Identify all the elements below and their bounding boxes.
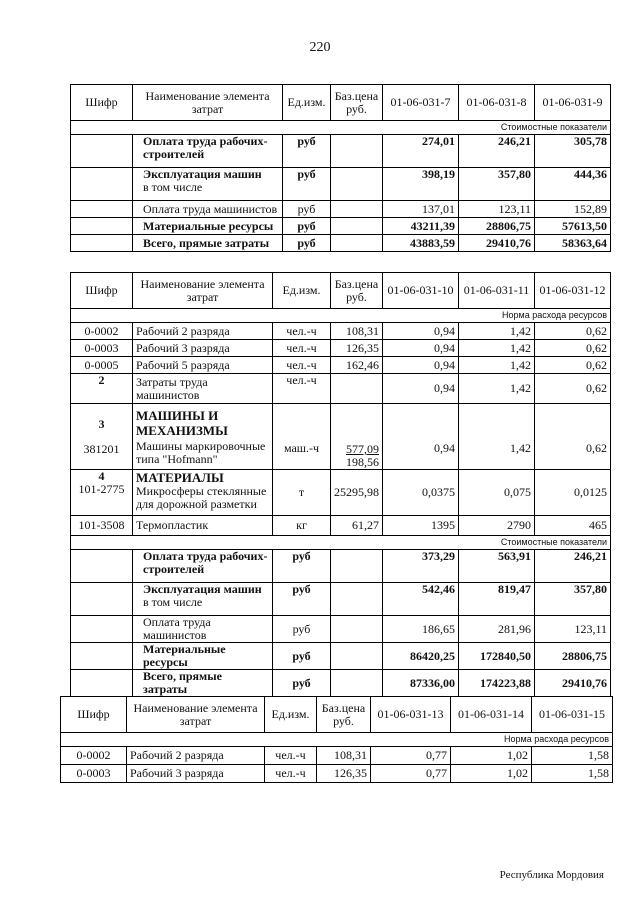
cell-value: 58363,64 [535, 235, 611, 252]
cell-value: 0,94 [383, 323, 459, 340]
footer-region: Республика Мордовия [499, 869, 604, 881]
section-label: Стоимостные показатели [383, 121, 611, 135]
header-unit: Ед.изм. [265, 697, 317, 733]
section-label: Норма расхода ресурсов [383, 309, 611, 323]
row-name: Рабочий 2 разряда [127, 747, 265, 765]
header-col-2: 01-06-031-11 [459, 273, 535, 309]
page-number: 220 [309, 40, 331, 55]
cell-value: 0,62 [535, 374, 611, 404]
cell-value: 43883,59 [383, 235, 459, 252]
cell-value: 1,42 [459, 323, 535, 340]
table-row [71, 616, 611, 643]
row-code: 0-0002 [71, 323, 133, 340]
row-subtext: в том числе [143, 595, 203, 609]
section-row [71, 536, 611, 550]
table-row [61, 765, 613, 783]
row-unit: т [273, 470, 331, 516]
row-unit: руб [273, 550, 331, 583]
cell-value: 57613,50 [535, 218, 611, 235]
row-name: Рабочий 3 разряда [127, 765, 265, 783]
row-unit: руб [273, 670, 331, 697]
header-col-1: 01-06-031-7 [383, 85, 459, 121]
table-row [71, 643, 611, 670]
row-code [71, 470, 133, 516]
row-unit: чел.-ч [273, 340, 331, 357]
row-unit: руб [283, 201, 331, 218]
item-code: 381201 [83, 441, 120, 456]
cell-value: 1,58 [532, 765, 613, 783]
header-col-2: 01-06-031-8 [459, 85, 535, 121]
table-row [61, 747, 613, 765]
header-col-3: 01-06-031-15 [532, 697, 613, 733]
cell-value: 0,0375 [383, 470, 459, 516]
cell-value: 137,01 [383, 201, 459, 218]
cost-table-3 [60, 696, 613, 783]
row-unit: чел.-ч [273, 357, 331, 374]
section-label: Норма расхода ресурсов [371, 733, 613, 747]
cell-value: 373,29 [383, 550, 459, 583]
cell-value: 357,80 [459, 168, 535, 201]
row-name [133, 470, 273, 516]
table-row [71, 323, 611, 340]
header-unit: Ед.изм. [273, 273, 331, 309]
row-name: Материальные ресурсы [133, 643, 273, 670]
row-name: Затраты труда машинистов [133, 374, 273, 404]
table-row [71, 135, 611, 168]
table-header [71, 85, 611, 121]
table-header [61, 697, 613, 733]
header-code: Шифр [71, 85, 133, 121]
row-code: 0-0003 [61, 765, 127, 783]
cell-value: 2790 [459, 516, 535, 536]
row-price: 162,46 [331, 357, 383, 374]
cell-value: 87336,00 [383, 670, 459, 697]
section-row [61, 733, 613, 747]
group-code: 3 [98, 416, 105, 431]
header-price: Баз.цена руб. [317, 697, 371, 733]
table-row [71, 374, 611, 404]
header-col-1: 01-06-031-13 [371, 697, 451, 733]
row-unit: маш.-ч [273, 404, 331, 470]
row-price: 61,27 [331, 516, 383, 536]
header-code: Шифр [61, 697, 127, 733]
cell-value: 0,77 [371, 747, 451, 765]
table-row [71, 516, 611, 536]
row-name [133, 404, 273, 470]
row-unit: чел.-ч [265, 747, 317, 765]
cell-value: 1,58 [532, 747, 613, 765]
row-code: 0-0005 [71, 357, 133, 374]
table-row [71, 340, 611, 357]
cell-value: 1,42 [459, 357, 535, 374]
row-name: Оплата труда рабочих-строителей [133, 550, 273, 583]
header-name: Наименование элемента затрат [133, 273, 273, 309]
cell-value: 174223,88 [459, 670, 535, 697]
cell-value: 246,21 [459, 135, 535, 168]
header-col-1: 01-06-031-10 [383, 273, 459, 309]
cell-value: 281,96 [459, 616, 535, 643]
header-name: Наименование элемента затрат [127, 697, 265, 733]
row-name: Рабочий 3 разряда [133, 340, 273, 357]
row-price: 108,31 [317, 747, 371, 765]
price-main: 577,09 [346, 442, 379, 456]
row-name: Оплата труда машинистов [133, 201, 283, 218]
table-row [71, 201, 611, 218]
row-subtext: в том числе [143, 180, 203, 194]
cell-value: 123,11 [459, 201, 535, 218]
row-unit: чел.-ч [265, 765, 317, 783]
group-heading: МАШИНЫ И МЕХАНИЗМЫ [136, 407, 228, 438]
header-code: Шифр [71, 273, 133, 309]
group-code: 4 [98, 469, 105, 483]
table-row [71, 550, 611, 583]
row-name [133, 583, 273, 616]
cell-value: 246,21 [535, 550, 611, 583]
section-label: Стоимостные показатели [383, 536, 611, 550]
row-unit: руб [283, 168, 331, 201]
row-price: 126,35 [317, 765, 371, 783]
row-name: Термопластик [133, 516, 273, 536]
cell-value: 186,65 [383, 616, 459, 643]
cell-value: 0,62 [535, 323, 611, 340]
row-name: Рабочий 5 разряда [133, 357, 273, 374]
cost-table-2 [70, 272, 611, 697]
row-unit: чел.-ч [273, 323, 331, 340]
cell-value: 0,0125 [535, 470, 611, 516]
cell-value: 0,62 [535, 404, 611, 470]
cell-value: 398,19 [383, 168, 459, 201]
cell-value: 172840,50 [459, 643, 535, 670]
table-row [71, 670, 611, 697]
cell-value: 0,075 [459, 470, 535, 516]
row-price: 25295,98 [331, 470, 383, 516]
cell-value: 0,94 [383, 357, 459, 374]
cell-value: 0,62 [535, 340, 611, 357]
row-unit: кг [273, 516, 331, 536]
row-code [71, 404, 133, 470]
row-name: Всего, прямые затраты [133, 235, 283, 252]
item-name: Машины маркировочные типа "Hofmann" [136, 438, 266, 466]
row-unit: руб [273, 643, 331, 670]
row-unit: руб [283, 218, 331, 235]
table-row [71, 357, 611, 374]
cell-value: 274,01 [383, 135, 459, 168]
header-name: Наименование элемента затрат [133, 85, 283, 121]
table-row [71, 168, 611, 201]
row-unit: руб [283, 135, 331, 168]
row-name: Рабочий 2 разряда [133, 323, 273, 340]
row-name: Оплата труда машинистов [133, 616, 273, 643]
row-name: Всего, прямые затраты [133, 670, 273, 697]
cell-value: 563,91 [459, 550, 535, 583]
row-unit: руб [273, 583, 331, 616]
cell-value: 86420,25 [383, 643, 459, 670]
row-price [331, 404, 383, 470]
cell-value: 28806,75 [459, 218, 535, 235]
row-name-text: Эксплуатация машин [143, 582, 262, 596]
cell-value: 305,78 [535, 135, 611, 168]
cell-value: 542,46 [383, 583, 459, 616]
row-code: 0-0003 [71, 340, 133, 357]
header-price: Баз.цена руб. [331, 273, 383, 309]
cell-value: 1,42 [459, 340, 535, 357]
row-price: 108,31 [331, 323, 383, 340]
row-name-text: Эксплуатация машин [143, 167, 262, 181]
price-secondary: 198,56 [346, 455, 379, 469]
cell-value: 1,02 [451, 765, 532, 783]
item-name: Микросферы стеклянные для дорожной разметки [136, 484, 267, 511]
row-name [133, 168, 283, 201]
cell-value: 28806,75 [535, 643, 611, 670]
row-code: 2 [71, 374, 133, 404]
cell-value: 29410,76 [535, 670, 611, 697]
cell-value: 0,94 [383, 374, 459, 404]
cell-value: 43211,39 [383, 218, 459, 235]
header-col-2: 01-06-031-14 [451, 697, 532, 733]
row-name: Материальные ресурсы [133, 218, 283, 235]
item-code: 101-2775 [78, 482, 125, 496]
cell-value: 1,42 [459, 404, 535, 470]
section-row [71, 309, 611, 323]
cost-table-1 [70, 84, 611, 252]
row-unit: чел.-ч [273, 374, 331, 404]
table-header [71, 273, 611, 309]
table-row-materials [71, 470, 611, 516]
cell-value: 123,11 [535, 616, 611, 643]
cell-value: 0,77 [371, 765, 451, 783]
cell-value: 0,94 [383, 404, 459, 470]
table-row-machines [71, 404, 611, 470]
table-row [71, 235, 611, 252]
cell-value: 1395 [383, 516, 459, 536]
row-code: 101-3508 [71, 516, 133, 536]
header-col-3: 01-06-031-12 [535, 273, 611, 309]
row-name: Оплата труда рабочих-строителей [133, 135, 283, 168]
cell-value: 29410,76 [459, 235, 535, 252]
header-unit: Ед.изм. [283, 85, 331, 121]
table-row [71, 218, 611, 235]
cell-value: 465 [535, 516, 611, 536]
header-col-3: 01-06-031-9 [535, 85, 611, 121]
cell-value: 1,42 [459, 374, 535, 404]
cell-value: 1,02 [451, 747, 532, 765]
row-price: 126,35 [331, 340, 383, 357]
cell-value: 819,47 [459, 583, 535, 616]
table-row [71, 583, 611, 616]
cell-value: 0,94 [383, 340, 459, 357]
cell-value: 444,36 [535, 168, 611, 201]
row-unit: руб [283, 235, 331, 252]
section-row [71, 121, 611, 135]
group-heading: МАТЕРИАЛЫ [136, 470, 224, 485]
row-code: 0-0002 [61, 747, 127, 765]
cell-value: 0,62 [535, 357, 611, 374]
cell-value: 152,89 [535, 201, 611, 218]
cell-value: 357,80 [535, 583, 611, 616]
header-price: Баз.цена руб. [331, 85, 383, 121]
row-unit: руб [273, 616, 331, 643]
